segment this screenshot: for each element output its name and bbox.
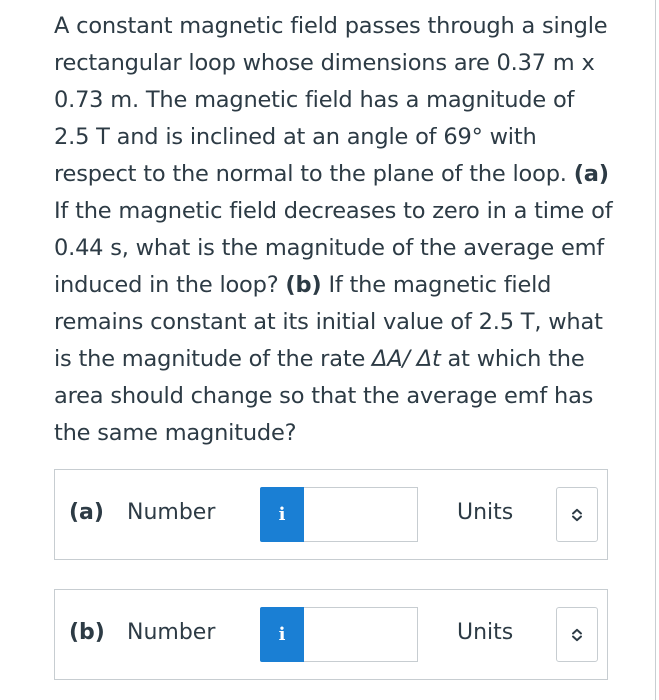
chevron-up-down-icon <box>571 508 583 522</box>
number-input-b[interactable] <box>304 607 418 662</box>
part-label: (b) <box>69 620 105 645</box>
answer-row-b <box>54 589 608 680</box>
rate-symbol: ΔA/ Δt <box>372 346 441 372</box>
question-text <box>54 8 614 452</box>
number-label: Number <box>127 500 216 525</box>
answer-row-a <box>54 469 608 560</box>
part-b-tag: (b) <box>285 272 322 298</box>
units-select-a[interactable] <box>556 487 598 542</box>
question-intro: A constant magnetic field passes through a single rectangular loop whose dimensions are 0.37 m x 0.73 m. The magnetic field has a magnitude of 2.5 T and is inclined at an angle of 69° with respect to the normal to the plane of the loop. <box>54 13 608 187</box>
info-icon[interactable] <box>260 607 304 662</box>
info-icon-glyph: i <box>278 624 286 645</box>
chevron-up-down-icon <box>571 628 583 642</box>
units-label: Units <box>457 500 514 525</box>
units-select-b[interactable] <box>556 607 598 662</box>
number-label: Number <box>127 620 216 645</box>
part-b-text-1: If the magnetic field remains constant at its initial value of 2.5 T, what is the magnitude of the rate <box>54 272 603 372</box>
info-icon-glyph: i <box>278 504 286 525</box>
part-a-text: If the magnetic field decreases to zero in a time of 0.44 s, what is the magnitude of the average emf induced in the loop? <box>54 198 613 298</box>
number-input-a[interactable] <box>304 487 418 542</box>
part-label: (a) <box>69 500 104 525</box>
units-label: Units <box>457 620 514 645</box>
part-a-tag: (a) <box>573 161 609 187</box>
info-icon[interactable] <box>260 487 304 542</box>
part-b-text-2: at which the area should change so that the average emf has the same magnitude? <box>54 346 594 446</box>
